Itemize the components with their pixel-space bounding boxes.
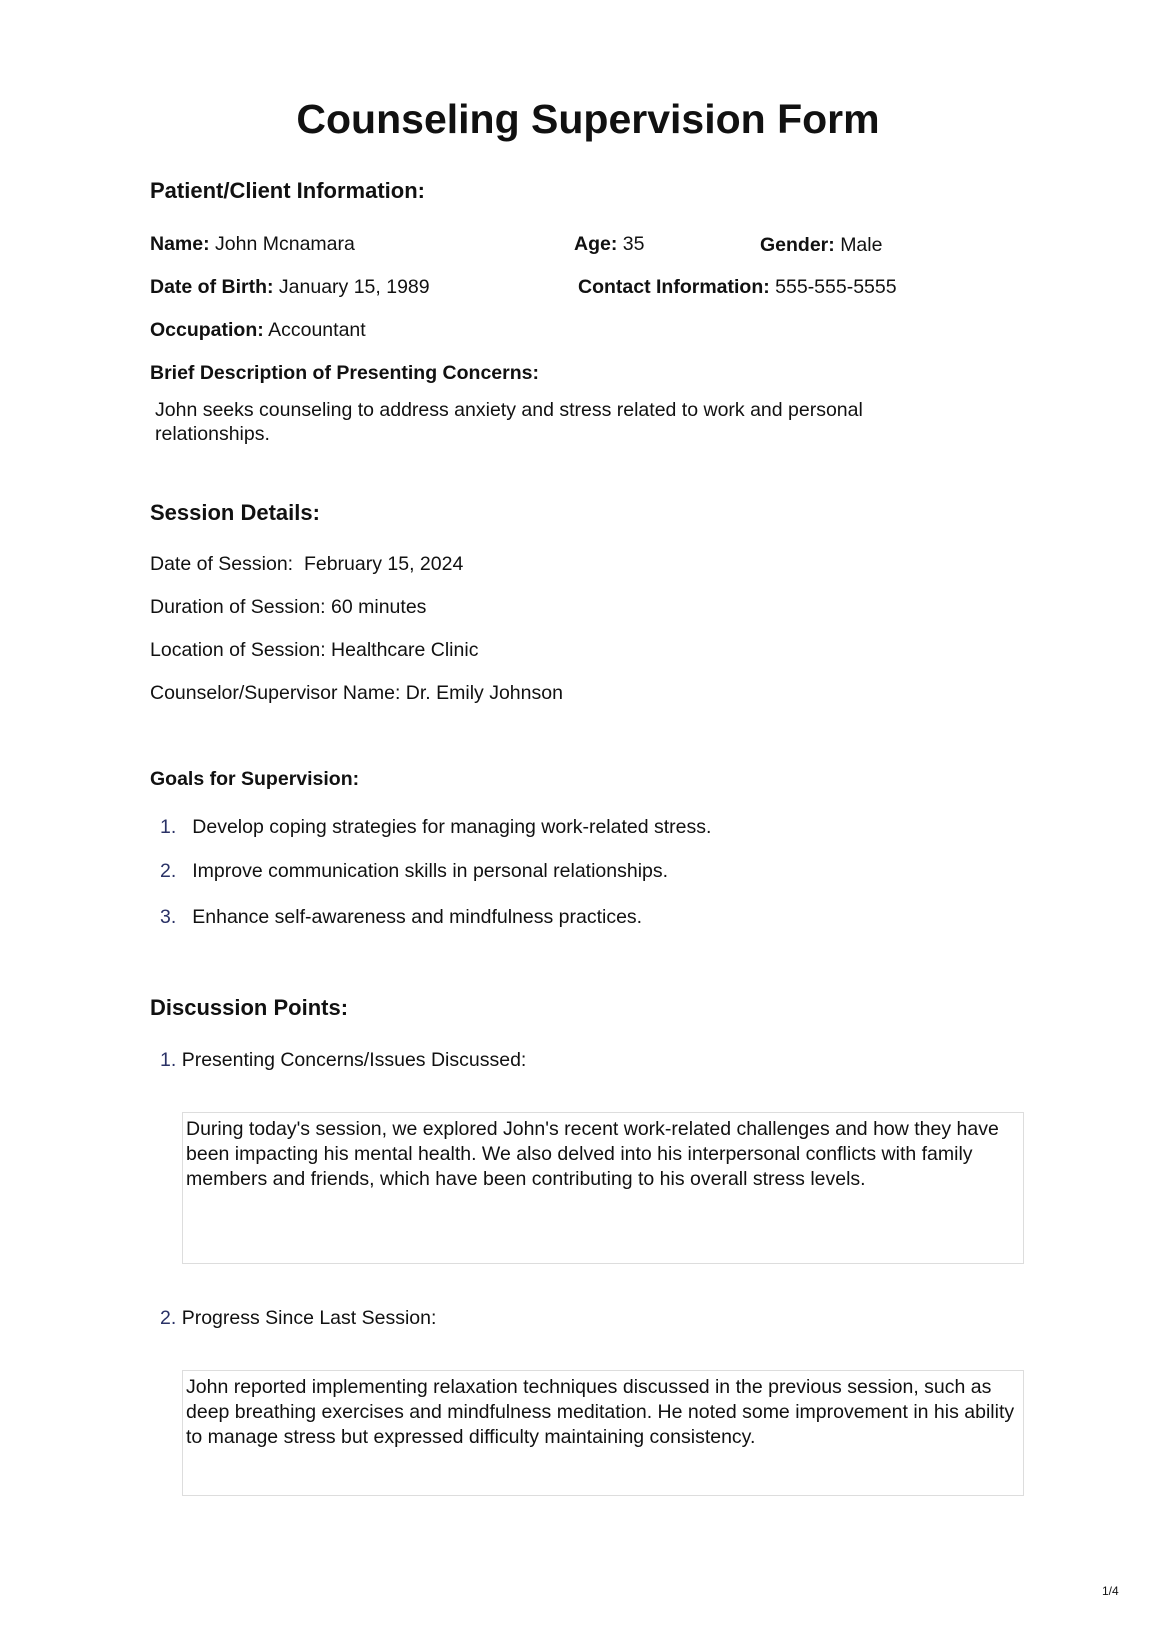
name-label: Name: [150, 233, 210, 255]
counselor-label: Counselor/Supervisor Name: [150, 682, 401, 704]
dob-label: Date of Birth: [150, 276, 274, 298]
occupation-value: Accountant [268, 319, 366, 341]
session-date-value: February 15, 2024 [303, 553, 464, 575]
point-number: 1. [160, 1049, 177, 1071]
discussion-point-label [160, 1049, 526, 1072]
counselor-value: Dr. Emily Johnson [405, 682, 563, 704]
occupation-label: Occupation: [150, 319, 264, 341]
session-date-label: Date of Session: [150, 553, 294, 575]
dob-value: January 15, 1989 [278, 276, 430, 298]
session-location-value: Healthcare Clinic [331, 639, 479, 661]
goal-item [160, 860, 668, 883]
patient-info-heading: Patient/Client Information: [150, 178, 425, 203]
session-location-field [150, 639, 478, 662]
point-label: Presenting Concerns/Issues Discussed: [181, 1049, 527, 1071]
session-location-label: Location of Session: [150, 639, 326, 661]
session-duration-label: Duration of Session: [150, 596, 326, 618]
session-duration-field [150, 596, 426, 619]
concerns-text: John seeks counseling to address anxiety and stress related to work and personal relationships. [155, 399, 863, 445]
point-label: Progress Since Last Session: [181, 1307, 437, 1329]
page-title: Counseling Supervision Form [296, 96, 880, 142]
discussion-text-box: During today's session, we explored John's recent work-related challenges and how they have been impacting his mental health. We also delved into his interpersonal conflicts with family members and friends, which have been contributing to his overall stress levels. [182, 1112, 1024, 1264]
goal-item [160, 816, 711, 839]
point-number: 2. [160, 1307, 177, 1329]
goals-heading: Goals for Supervision: [150, 768, 360, 790]
discussion-point-label [160, 1307, 436, 1330]
age-field [574, 233, 644, 256]
discussion-heading: Discussion Points: [150, 995, 349, 1020]
goal-text: Enhance self-awareness and mindfulness practices. [192, 906, 643, 928]
gender-value: Male [840, 234, 883, 256]
dob-field [150, 276, 430, 299]
contact-label: Contact Information: [578, 276, 770, 298]
counselor-field [150, 682, 563, 705]
session-details-heading: Session Details: [150, 500, 320, 525]
goal-number: 2. [160, 860, 177, 882]
goal-number: 1. [160, 816, 177, 838]
goal-text: Develop coping strategies for managing work-related stress. [192, 816, 712, 838]
contact-value: 555-555-5555 [775, 276, 897, 298]
session-duration-value: 60 minutes [331, 596, 427, 618]
gender-label: Gender: [760, 234, 835, 256]
page-number: 1/4 [1102, 1584, 1119, 1598]
age-value: 35 [622, 233, 645, 255]
concerns-label: Brief Description of Presenting Concerns: [150, 362, 539, 384]
occupation-field [150, 319, 366, 342]
discussion-text-box: John reported implementing relaxation techniques discussed in the previous session, such as deep breathing exercises and mindfulness meditation. He noted some improvement in his ability to manage stress but expressed difficulty maintaining consistency. [182, 1370, 1024, 1496]
goal-item [160, 906, 642, 929]
goal-number: 3. [160, 906, 177, 928]
goal-text: Improve communication skills in personal relationships. [192, 860, 669, 882]
session-date-field [150, 553, 463, 576]
name-field [150, 233, 355, 256]
age-label: Age: [574, 233, 618, 255]
gender-field [760, 234, 882, 257]
contact-field [578, 276, 897, 299]
name-value: John Mcnamara [215, 233, 355, 255]
